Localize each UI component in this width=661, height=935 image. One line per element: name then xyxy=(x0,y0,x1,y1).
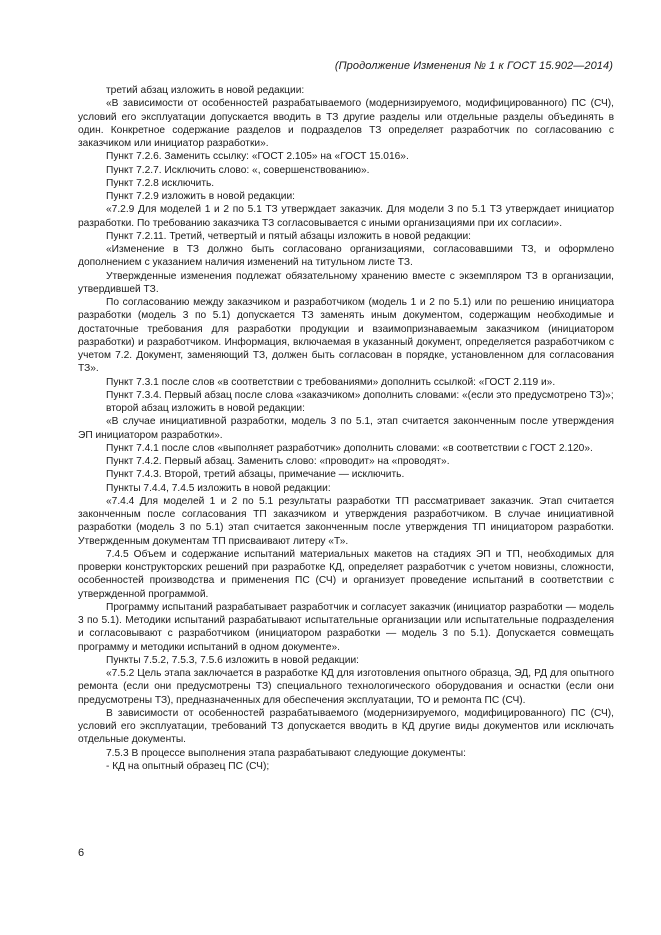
paragraph: Утвержденные изменения подлежат обязательному хранению вместе с экземпляром ТЗ в организации, утвердившей ТЗ. xyxy=(78,270,614,295)
paragraph: второй абзац изложить в новой редакции: xyxy=(106,403,305,414)
paragraph: Пункт 7.3.1 после слов «в соответствии с требованиями» дополнить ссылкой: «ГОСТ 2.119 и». xyxy=(106,376,556,388)
page-number: 6 xyxy=(78,847,85,859)
paragraph: «В случае инициативной разработки, модель 3 по 5.1, этап считается законченным после утверждения ЭП инициатором разработки». xyxy=(78,416,614,441)
paragraph: «7.5.2 Цель этапа заключается в разработке КД для изготовления опытного образца, ЭД, РД для опытного ремонта (если они предусмотрены ТЗ) специального технологического оборудования и оснастки (если они предусмотрены ТЗ), предназначенных для обеспечения эксплуатации, ТО и ремонта ПС (СЧ). xyxy=(78,668,614,706)
paragraph: Пункт 7.4.1 после слов «выполняет разработчик» дополнить словами: «в соответствии с ГОСТ 2.120». xyxy=(106,442,593,454)
paragraph: «7.4.4 Для моделей 1 и 2 по 5.1 результаты разработки ТП рассматривает заказчик. Этап считается законченным после согласования ТП заказчиком и утверждения разработчиком. В случае инициативной разработки (модель 3 по 5.1) этап считается законченным после утверждения ТП инициатором разработки. Утвержденным документам ТП присваивают литеру «Т». xyxy=(78,495,614,547)
paragraph: Пункт 7.4.3. Второй, третий абзацы, примечание — исключить. xyxy=(106,469,405,481)
paragraph: В зависимости от особенностей разрабатываемого (модернизируемого, модифицированного) ПС (СЧ), условий его эксплуатации, требований ТЗ допускается вводить в КД другие виды документов или исключать отдельные документы. xyxy=(78,707,614,746)
paragraph: - КД на опытный образец ПС (СЧ); xyxy=(106,760,270,772)
paragraph: 7.5.3 В процессе выполнения этапа разрабатывают следующие документы: xyxy=(106,747,466,759)
paragraph: Пункт 7.3.4. Первый абзац после слова «заказчиком» дополнить словами: «(если это предусмотрено ТЗ)»; xyxy=(106,389,614,401)
body-text xyxy=(78,84,614,773)
paragraph: «В зависимости от особенностей разрабатываемого (модернизируемого, модифицированного) ПС (СЧ), условий его эксплуатации допускается вводить в ТЗ другие разделы или отдельные разделы объединять в один. Конкретное содержание разделов и подразделов ТЗ определяет разработчик по согласованию с заказчиком или инициатор разработки». xyxy=(78,98,614,149)
paragraph: Пункт 7.2.7. Исключить слово: «, совершенствованию». xyxy=(106,164,370,176)
paragraph: Программу испытаний разрабатывает разработчик и согласует заказчик (инициатор разработки — модель 3 по 5.1). Методики испытаний разрабатывают испытательные организации или испытательные подразделения и согласовывают с разработчиком (инициатором разработки — модель 3 по 5.1). Допускается совмещать программу и методики испытаний в одном документе». xyxy=(78,601,614,653)
paragraph: По согласованию между заказчиком и разработчиком (модель 1 и 2 по 5.1) или по решению инициатора разработки (модель 3 по 5.1) допускается ТЗ заменять иным документом, содержащим необходимые и достаточные требования для разработки продукции и взаимопризнаваемым заказчиком (инициатором разработки) и разработчиком. Информация, включаемая в указанный документ, определяется разработчиком с учетом 7.2. Документ, заменяющий ТЗ, должен быть согласован в порядке, установленном для согласования ТЗ». xyxy=(78,297,614,375)
paragraph: Пункт 7.2.8 исключить. xyxy=(106,177,215,189)
paragraph: Пункт 7.2.11. Третий, четвертый и пятый абзацы изложить в новой редакции: xyxy=(106,230,471,242)
paragraph: «7.2.9 Для моделей 1 и 2 по 5.1 ТЗ утверждает заказчик. Для модели 3 по 5.1 ТЗ утверждает инициатор разработки. По требованию заказчика ТЗ согласовывается с иными организациями при их согласии». xyxy=(78,204,614,229)
paragraph: Пункт 7.2.6. Заменить ссылку: «ГОСТ 2.105» на «ГОСТ 15.016». xyxy=(106,151,409,163)
paragraph: третий абзац изложить в новой редакции: xyxy=(106,85,305,96)
paragraph: Пункт 7.2.9 изложить в новой редакции: xyxy=(106,191,296,202)
paragraph: Пункты 7.5.2, 7.5.3, 7.5.6 изложить в новой редакции: xyxy=(106,654,359,666)
running-header: (Продолжение Изменения № 1 к ГОСТ 15.902—2014) xyxy=(334,60,613,72)
paragraph: Пункты 7.4.4, 7.4.5 изложить в новой редакции: xyxy=(106,482,331,494)
paragraph: 7.4.5 Объем и содержание испытаний материальных макетов на стадиях ЭП и ТП, необходимых для проверки конструкторских решений при разработке КД, определяет разработчик с учетом новизны, сложности, особенностей производства и применения ПС (СЧ) и организует проведение испытаний в соответствии с утвержденной программой. xyxy=(78,548,614,600)
paragraph: «Изменение в ТЗ должно быть согласовано организациями, согласовавшими ТЗ, и оформлено дополнением с указанием наличия изменений на титульном листе ТЗ. xyxy=(78,244,614,269)
paragraph: Пункт 7.4.2. Первый абзац. Заменить слово: «проводит» на «проводят». xyxy=(106,456,450,467)
